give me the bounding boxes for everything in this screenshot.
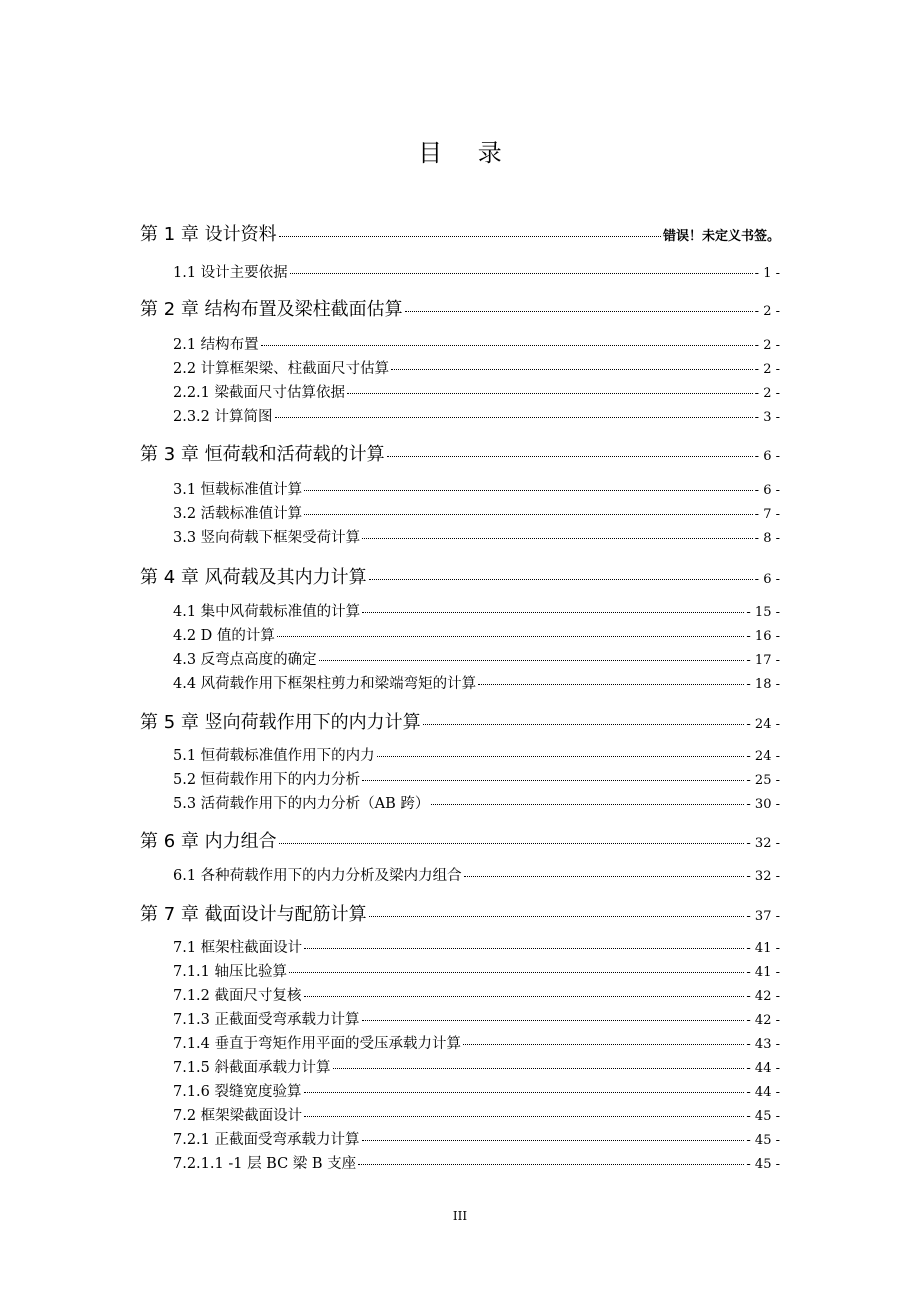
toc-entry-label: 7.1.6 裂缝宽度验算: [173, 1084, 302, 1100]
toc-section-entry[interactable]: [173, 648, 780, 669]
toc-entry-page: - 6 -: [754, 572, 780, 587]
toc-entry-page: - 44 -: [746, 1085, 780, 1100]
toc-entry-page: - 42 -: [746, 1013, 780, 1028]
dot-leader: [279, 236, 661, 237]
toc-entry-label: 第 3 章 恒荷载和活荷载的计算: [140, 444, 385, 465]
toc-entry-label: 5.2 恒荷载作用下的内力分析: [173, 772, 361, 788]
toc-entry-page: - 32 -: [746, 836, 780, 851]
toc-entry-page: - 8 -: [754, 531, 780, 546]
toc-entry-label: 4.3 反弯点高度的确定: [173, 652, 317, 668]
toc-entry-page: - 18 -: [746, 677, 780, 692]
dot-leader: [362, 1140, 745, 1141]
toc-entry-page: - 44 -: [746, 1061, 780, 1076]
toc-entry-label: 第 1 章 设计资料: [140, 224, 277, 245]
toc-entry-label: 7.1.5 斜截面承载力计算: [173, 1060, 331, 1076]
dot-leader: [362, 612, 744, 613]
dot-leader: [277, 636, 745, 637]
toc-entry-page: - 2 -: [754, 386, 780, 401]
dot-leader: [387, 456, 753, 457]
dot-leader: [464, 876, 745, 877]
toc-section-entry[interactable]: [173, 984, 780, 1005]
toc-chapter-entry[interactable]: [140, 708, 780, 734]
toc-entry-page: - 24 -: [746, 717, 780, 732]
toc-entry-label: 7.1.1 轴压比验算: [173, 964, 288, 980]
toc-entry-label: 5.1 恒荷载标准值作用下的内力: [173, 748, 375, 764]
toc-entry-page: - 45 -: [746, 1133, 780, 1148]
dot-leader: [304, 1092, 745, 1093]
toc-chapter-entry[interactable]: [140, 900, 780, 926]
toc-entry-label: 7.2.1.1 -1 层 BC 梁 B 支座: [173, 1156, 357, 1172]
dot-leader: [369, 916, 745, 917]
toc-section-entry[interactable]: [173, 936, 780, 957]
toc-section-entry[interactable]: [173, 1128, 780, 1149]
toc-entry-label: 4.2 D 值的计算: [173, 628, 275, 644]
toc-section-entry[interactable]: [173, 526, 780, 547]
toc-section-entry[interactable]: [173, 333, 780, 354]
toc-entry-page: - 6 -: [754, 449, 780, 464]
toc-section-entry[interactable]: [173, 1032, 780, 1053]
toc-entry-label: 2.2.1 梁截面尺寸估算依据: [173, 385, 346, 401]
dot-leader: [261, 345, 753, 346]
toc-section-entry[interactable]: [173, 1104, 780, 1125]
toc-section-entry[interactable]: [173, 768, 780, 789]
toc-entry-page: - 42 -: [746, 989, 780, 1004]
toc-entry-label: 7.1.4 垂直于弯矩作用平面的受压承载力计算: [173, 1036, 462, 1052]
toc-entry-page: - 32 -: [746, 869, 780, 884]
toc-entry-label: 2.2 计算框架梁、柱截面尺寸估算: [173, 361, 390, 377]
dot-leader: [377, 756, 745, 757]
toc-entry-page: - 2 -: [754, 362, 780, 377]
dot-leader: [275, 417, 753, 418]
toc-entry-page: - 7 -: [754, 507, 780, 522]
dot-leader: [347, 393, 753, 394]
toc-entry-label: 7.2 框架梁截面设计: [173, 1108, 303, 1124]
toc-section-entry[interactable]: [173, 1152, 780, 1173]
toc-section-entry[interactable]: [173, 1008, 780, 1029]
toc-entry-page: - 2 -: [754, 338, 780, 353]
toc-section-entry[interactable]: [173, 405, 780, 426]
page-title: 目 录: [418, 139, 516, 167]
dot-leader: [391, 369, 753, 370]
dot-leader: [290, 273, 753, 274]
toc-section-entry[interactable]: [173, 744, 780, 765]
dot-leader: [304, 490, 753, 491]
toc-entry-page: - 15 -: [746, 605, 780, 620]
toc-entry-label: 4.4 风荷载作用下框架柱剪力和梁端弯矩的计算: [173, 676, 477, 692]
toc-entry-page: - 16 -: [746, 629, 780, 644]
dot-leader: [405, 311, 753, 312]
toc-entry-page: - 1 -: [754, 266, 780, 281]
toc-chapter-entry[interactable]: [140, 563, 780, 589]
toc-entry-label: 第 5 章 竖向荷载作用下的内力计算: [140, 712, 421, 733]
toc-section-entry[interactable]: [173, 624, 780, 645]
toc-section-entry[interactable]: [173, 600, 780, 621]
toc-entry-page: - 6 -: [754, 483, 780, 498]
dot-leader: [358, 1164, 744, 1165]
dot-leader: [333, 1068, 745, 1069]
toc-entry-label: 7.1.3 正截面受弯承载力计算: [173, 1012, 360, 1028]
toc-section-entry[interactable]: [173, 1080, 780, 1101]
toc-section-entry[interactable]: [173, 261, 780, 282]
dot-leader: [304, 1116, 744, 1117]
dot-leader: [423, 724, 745, 725]
toc-entry-page: - 43 -: [746, 1037, 780, 1052]
toc-entry-label: 2.3.2 计算简图: [173, 409, 273, 425]
toc-entry-label: 第 2 章 结构布置及梁柱截面估算: [140, 299, 403, 320]
toc-entry-label: 6.1 各种荷载作用下的内力分析及梁内力组合: [173, 868, 462, 884]
toc-entry-label: 第 6 章 内力组合: [140, 831, 277, 852]
toc-entry-page: - 37 -: [746, 909, 780, 924]
toc-entry-label: 7.1.2 截面尺寸复核: [173, 988, 302, 1004]
toc-entry-label: 5.3 活荷载作用下的内力分析（AB 跨）: [173, 796, 430, 812]
dot-leader: [279, 843, 745, 844]
toc-entry-page: 错误！未定义书签。: [662, 229, 780, 244]
dot-leader: [362, 1020, 745, 1021]
toc-chapter-entry[interactable]: [140, 827, 780, 853]
dot-leader: [431, 804, 744, 805]
toc-entry-page: - 45 -: [746, 1157, 780, 1172]
dot-leader: [362, 538, 753, 539]
toc-entry-page: - 41 -: [746, 941, 780, 956]
dot-leader: [304, 996, 745, 997]
toc-entry-label: 4.1 集中风荷载标准值的计算: [173, 604, 361, 620]
toc-entry-label: 3.1 恒载标准值计算: [173, 482, 303, 498]
dot-leader: [478, 684, 744, 685]
toc-section-entry[interactable]: [173, 357, 780, 378]
toc-section-entry[interactable]: [173, 864, 780, 885]
dot-leader: [304, 514, 753, 515]
dot-leader: [362, 780, 744, 781]
toc-entry-label: 3.3 竖向荷载下框架受荷计算: [173, 530, 361, 546]
toc-chapter-entry[interactable]: [140, 220, 780, 246]
toc-entry-label: 2.1 结构布置: [173, 337, 259, 353]
toc-section-entry[interactable]: [173, 502, 780, 523]
dot-leader: [319, 660, 745, 661]
toc-chapter-entry[interactable]: [140, 295, 780, 321]
toc-entry-label: 7.2.1 正截面受弯承载力计算: [173, 1132, 360, 1148]
dot-leader: [304, 948, 744, 949]
toc-entry-page: - 2 -: [754, 304, 780, 319]
dot-leader: [463, 1044, 744, 1045]
toc-section-entry[interactable]: [173, 792, 780, 813]
page-number: III: [452, 1209, 468, 1223]
toc-entry-label: 1.1 设计主要依据: [173, 265, 288, 281]
toc-section-entry[interactable]: [173, 478, 780, 499]
toc-section-entry[interactable]: [173, 960, 780, 981]
toc-entry-label: 第 4 章 风荷载及其内力计算: [140, 567, 367, 588]
dot-leader: [369, 579, 753, 580]
toc-entry-label: 7.1 框架柱截面设计: [173, 940, 303, 956]
toc-section-entry[interactable]: [173, 381, 780, 402]
toc-entry-page: - 45 -: [746, 1109, 780, 1124]
toc-chapter-entry[interactable]: [140, 440, 780, 466]
toc-entry-page: - 3 -: [754, 410, 780, 425]
toc-section-entry[interactable]: [173, 1056, 780, 1077]
dot-leader: [289, 972, 744, 973]
toc-entry-page: - 41 -: [746, 965, 780, 980]
toc-entry-page: - 24 -: [746, 749, 780, 764]
toc-entry-label: 3.2 活载标准值计算: [173, 506, 303, 522]
toc-entry-page: - 17 -: [746, 653, 780, 668]
toc-section-entry[interactable]: [173, 672, 780, 693]
toc-entry-page: - 30 -: [746, 797, 780, 812]
toc-entry-label: 第 7 章 截面设计与配筋计算: [140, 904, 367, 925]
toc-entry-page: - 25 -: [746, 773, 780, 788]
